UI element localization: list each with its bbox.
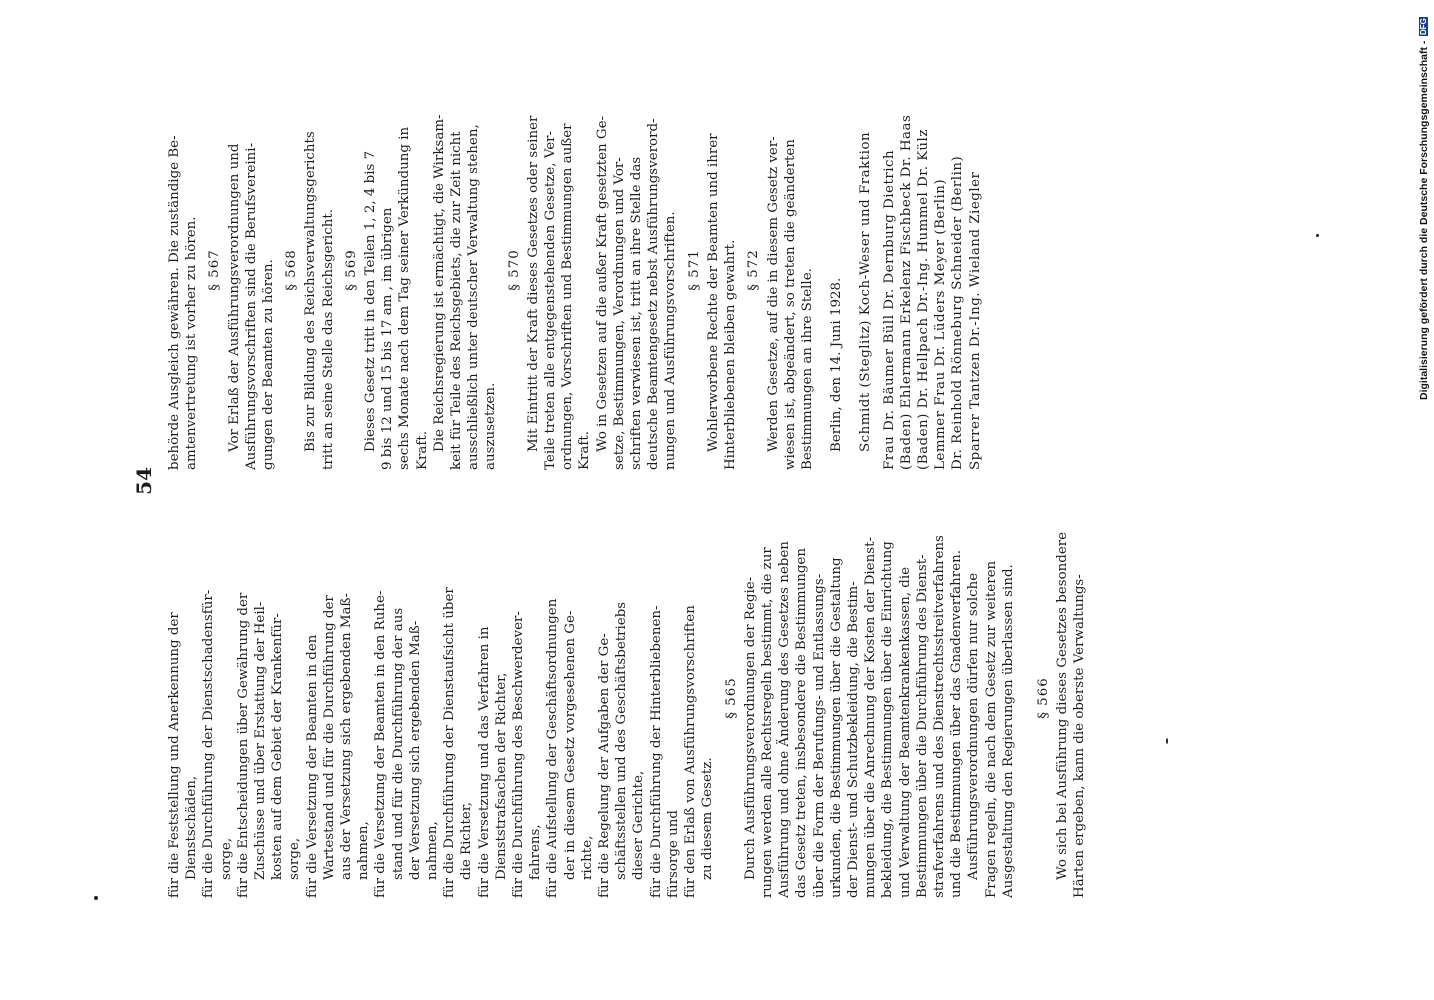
signatory-line: (Baden) Dr. Hellpach Dr.-Ing. Hummel Dr. Külz bbox=[915, 129, 931, 470]
paragraph-line: ordnungen, Vorschriften und Bestimmungen außer bbox=[560, 123, 576, 470]
list-line: für die Entscheidungen über Gewährung der bbox=[235, 592, 251, 898]
paragraph-line: das Gesetz treten, insbesondere die Bestimmungen bbox=[794, 548, 810, 898]
list-line: für die Regelung der Aufgaben der Ge- bbox=[597, 633, 613, 898]
list-line: fürsorge und bbox=[665, 810, 681, 898]
paragraph-line: Teile treten alle entgegenstehenden Gesetze, Ver- bbox=[543, 130, 559, 470]
paragraph-line: Ausführungsvorschriften sind die Berufsvereini- bbox=[243, 142, 259, 470]
paragraph-line: ausschließlich unter deutscher Verwaltung stehen, bbox=[466, 124, 482, 470]
paragraph-line: über die Form der Berufungs- und Entlassungs- bbox=[811, 573, 827, 898]
list-line: der in diesem Gesetz vorgesehenen Ge- bbox=[562, 610, 578, 880]
list-line: zu diesem Gesetz. bbox=[700, 757, 716, 880]
paragraph-line: Kraft. bbox=[414, 431, 430, 470]
paragraph-line: Kraft. bbox=[577, 431, 593, 470]
paragraph-line: auszusetzen. bbox=[483, 382, 499, 470]
date-line: Berlin, den 14. Juni 1928. bbox=[829, 277, 845, 452]
paragraph-line: Härten ergeben, kann die oberste Verwaltungs- bbox=[1072, 574, 1088, 898]
list-line: für die Versetzung der Beamten in den Ruhe- bbox=[373, 590, 389, 898]
continuation-text bbox=[166, 70, 200, 470]
list-line: stand und für die Durchführung der aus bbox=[390, 607, 406, 880]
paragraph-line: Wo in Gesetzen auf die außer Kraft gesetzten Ge- bbox=[594, 115, 610, 452]
credit-text: Digitalisierung gefördert durch die Deutsche Forschungsgemeinschaft - bbox=[1418, 40, 1430, 400]
paragraph-line: keit für Teile des Reichsgebiets, die zur Zeit nicht bbox=[449, 131, 465, 470]
paragraph-line: sechs Monate nach dem Tag seiner Verkündung in bbox=[397, 126, 413, 470]
signatory-line: Dr. Reinhold Rönneburg Schneider (Berlin) bbox=[950, 155, 966, 470]
section-566-heading: § 566 bbox=[1035, 677, 1051, 719]
paragraph-line: bekleidung, die Bestimmungen über die Einrichtung bbox=[880, 541, 896, 898]
section-570-body bbox=[525, 70, 680, 470]
paragraph-line: Ausführungsverordnungen dürfen nur solche bbox=[966, 572, 982, 880]
section-566-body bbox=[1054, 498, 1088, 898]
list-line: richte, bbox=[579, 835, 595, 880]
list-line: aus der Versetzung sich ergebenden Maß- bbox=[339, 593, 355, 880]
paragraph-line: Ausgestaltung den Regierungen überlassen sind. bbox=[1000, 564, 1016, 898]
list-line: fahrens, bbox=[528, 824, 544, 880]
list-line: Dienstschäden, bbox=[184, 775, 200, 880]
signatory-line: Frau Dr. Bäumer Büll Dr. Dernburg Dietrich bbox=[881, 149, 897, 470]
paragraph-line: setze, Bestimmungen, Verordnungen und Vor- bbox=[611, 157, 627, 470]
scan-speck bbox=[94, 896, 98, 900]
list-line: kosten auf dem Gebiet der Krankenfür- bbox=[270, 613, 286, 880]
paragraph-line: behörde Ausgleich gewähren. Die zuständige Be- bbox=[167, 135, 182, 470]
list-line: nahmen, bbox=[356, 821, 372, 880]
paragraph-line: Ausführung und ohne Änderung des Gesetzes neben bbox=[777, 541, 793, 898]
paragraph-line: schriften verwiesen ist, tritt an ihre Stelle das bbox=[629, 156, 645, 470]
paragraph-line: mungen über die Anrechnung der Kosten der Dienst- bbox=[863, 537, 879, 898]
list-line: für den Erlaß von Ausführungsvorschriften bbox=[683, 605, 699, 898]
list-line: für die Feststellung und Anerkennung der bbox=[167, 612, 182, 898]
paragraph-line: rungen werden alle Rechtsregeln bestimmt, die zur bbox=[759, 547, 775, 898]
scan-speck bbox=[1316, 234, 1319, 237]
paragraph-line: Bis zur Bildung des Reichsverwaltungsgerichts bbox=[303, 131, 319, 452]
paragraph-line: deutsche Beamtengesetz nebst Ausführungsverord- bbox=[646, 118, 662, 470]
list-line: sorge, bbox=[287, 837, 303, 880]
list-line: die Richter, bbox=[459, 801, 475, 880]
paragraph-line: Dieses Gesetz tritt in den Teilen 1, 2, 4 bis 7 bbox=[363, 150, 379, 452]
paragraph-line: Wohlerworbene Rechte der Beamten und ihrer bbox=[705, 133, 721, 452]
paragraph-line: wiesen ist, abgeändert, so treten die geänderten bbox=[782, 139, 798, 470]
left-column bbox=[166, 498, 1089, 898]
dfg-logo: DFG bbox=[1419, 17, 1428, 35]
section-569-body bbox=[362, 70, 500, 470]
list-line: für die Durchführung der Dienstaufsicht über bbox=[442, 587, 458, 898]
paragraph-line: gungen der Beamten zu hören. bbox=[261, 259, 277, 470]
list-line: für die Versetzung und das Verfahren in bbox=[476, 626, 492, 898]
paragraph-line: Die Reichsregierung ist ermächtigt, die Wirksam- bbox=[431, 114, 447, 452]
list-line: Zuschüsse und über Erstattung der Heil- bbox=[253, 601, 269, 880]
signature-intro: Schmidt (Steglitz) Koch-Weser und Fraktion bbox=[858, 131, 874, 452]
list-line: für die Durchführung der Hinterbliebenen- bbox=[648, 605, 664, 898]
list-line: sorge, bbox=[218, 837, 234, 880]
paragraph-line: tritt an seine Stelle das Reichsgericht. bbox=[320, 209, 336, 470]
right-column bbox=[166, 70, 984, 470]
section-568-heading: § 568 bbox=[284, 249, 300, 291]
paragraph-line: der Dienst- und Schutzbekleidung, die Bestim- bbox=[845, 581, 861, 898]
digitization-credit bbox=[1418, 8, 1434, 400]
section-572-body bbox=[765, 70, 817, 470]
list-line: Dienststrafsachen der Richter, bbox=[493, 672, 509, 880]
section-567-heading: § 567 bbox=[207, 249, 223, 291]
signatory-line: (Baden) Ehlermann Erkelenz Fischbeck Dr. Haas bbox=[898, 114, 914, 470]
section-569-heading: § 569 bbox=[343, 249, 359, 291]
section-568-body bbox=[302, 70, 336, 470]
list-line: nahmen, bbox=[425, 821, 441, 880]
paragraph-line: Fragen regeln, die nach dem Gesetz zur weiteren bbox=[983, 560, 999, 898]
paragraph-line: Werden Gesetze, auf die in diesem Gesetz ver- bbox=[765, 136, 781, 452]
paragraph-line: strafverfahrens und des Dienstrechtsstreitverfahrens bbox=[931, 535, 947, 898]
section-570-heading: § 570 bbox=[506, 249, 522, 291]
paragraph-line: und die Bestimmungen über das Gnadenverfahren. bbox=[949, 550, 965, 898]
list-line: schäftsstellen und des Geschäftsbetriebs bbox=[614, 601, 630, 880]
signatory-line: Sparrer Tantzen Dr.-Ing. Wieland Ziegler bbox=[967, 171, 983, 470]
list-line: der Versetzung sich ergebenden Maß- bbox=[407, 620, 423, 880]
section-572-heading: § 572 bbox=[746, 249, 762, 291]
list-line: für die Durchführung des Beschwerdever- bbox=[511, 611, 527, 898]
rotated-document-page bbox=[110, 50, 1110, 910]
paragraph-line: Bestimmungen an ihre Stelle. bbox=[799, 268, 815, 470]
enumeration-list bbox=[166, 498, 717, 898]
paragraph-line: Durch Ausführungsverordnungen der Regie- bbox=[742, 576, 758, 880]
signatories-list bbox=[881, 70, 984, 470]
list-line: für die Versetzung der Beamten in den bbox=[304, 634, 320, 898]
paragraph-line: nungen und Ausführungsvorschriften. bbox=[663, 211, 679, 470]
section-571-body bbox=[705, 70, 739, 470]
list-line: dieser Gerichte, bbox=[631, 770, 647, 880]
paragraph-line: Wo sich bei Ausführung dieses Gesetzes besondere bbox=[1055, 531, 1071, 880]
paragraph-line: Mit Eintritt der Kraft dieses Gesetzes oder seiner bbox=[525, 115, 541, 452]
section-565-body bbox=[742, 498, 1017, 898]
page-number: 54 bbox=[132, 467, 156, 495]
paragraph-line: Bestimmungen über die Durchführung des Dienst- bbox=[914, 554, 930, 898]
paragraph-line: amtenvertretung ist vorher zu hören. bbox=[184, 216, 200, 470]
paragraph-line: 9 bis 12 und 15 bis 17 am , im übrigen bbox=[380, 207, 396, 470]
list-line: Wartestand und für die Durchführung der bbox=[321, 595, 337, 880]
paragraph-line: Vor Erlaß der Ausführungsverordnungen und bbox=[226, 143, 242, 452]
scan-speck bbox=[1166, 738, 1168, 744]
section-565-heading: § 565 bbox=[723, 677, 739, 719]
paragraph-line: urkunden, die Bestimmungen über die Gestaltung bbox=[828, 557, 844, 898]
list-line: für die Aufstellung der Geschäftsordnungen bbox=[545, 598, 561, 898]
paragraph-line: und Verwaltung der Beamtenkrankenkassen, die bbox=[897, 566, 913, 898]
signatory-line: Lemmer Frau Dr. Lüders Meyer (Berlin) bbox=[933, 178, 949, 470]
section-571-heading: § 571 bbox=[686, 249, 702, 291]
list-line: für die Durchführung der Dienstschadensfür- bbox=[201, 589, 217, 898]
section-567-body bbox=[226, 70, 278, 470]
paragraph-line: Hinterbliebenen bleiben gewahrt. bbox=[723, 239, 739, 470]
